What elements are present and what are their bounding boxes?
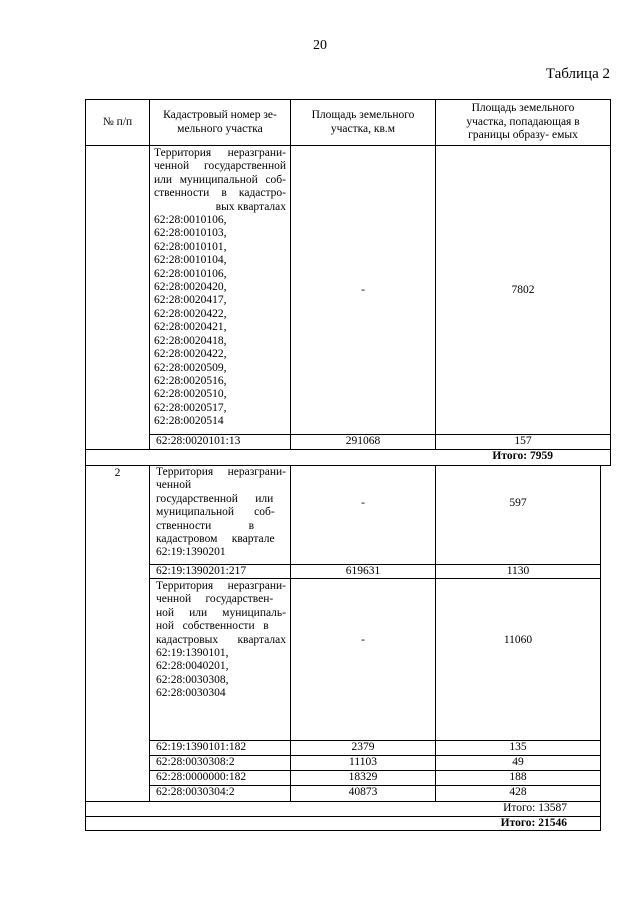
parcel-area: 11103 [349,756,377,768]
territory-area-in: 11060 [503,634,533,646]
parcel-area: 40873 [348,786,378,798]
territory-cell: Территория неразграни- ченной государственной или муниципальной соб- ственности в кадастро- вых кварталах 62:28:0010106, 62:28:0010103, 62:28:0010101, 62:28:0010104, 62:28:0010106, 62:28:0020420, 62:28:0020417, 62:28:0020422, 62:28:0020421, 62:28:0020418, 62:28:0020422, 62:28:0020509, 62:28:0020516, 62:28:0020510, 62:28:0020517, 62:28:0020514 [154,147,286,428]
parcel-area-in: 1130 [506,565,530,577]
territory-area-in: 597 [509,497,527,509]
territory-cell: Территория неразграни- ченной государственной или муниципальной соб- ственности в кадастровом квартале 62:19:1390201 [156,466,286,559]
header-area: Площадь земельного участка, кв.м [311,109,415,135]
parcel-number: 62:28:0000000:182 [156,771,247,783]
header-cadastral: Кадастровый номер зе- мельного участка [163,109,277,135]
parcel-area-in: 135 [509,741,527,753]
page-number: 20 [313,38,327,53]
header-area-in: Площадь земельного участка, попадающая в границы образу- емых [466,102,580,142]
parcel-area-in: 157 [514,435,532,447]
parcel-area-in: 49 [512,756,524,768]
row-number: 2 [114,467,121,479]
parcel-number: 62:28:0020101:13 [156,435,241,447]
parcel-number: 62:28:0030304:2 [156,786,235,798]
parcel-number: 62:28:0030308:2 [156,756,235,768]
parcel-area: 291068 [345,435,381,447]
territory-cell: Территория неразграни- ченной государствен- ной или муниципаль- ной собственности в кадастровых кварталах 62:19:1390101, 62:28:0040201, 62:28:0030308, 62:28:0030304 [156,580,286,700]
group2-total: Итого: 13587 [503,802,567,814]
territory-area: - [361,634,365,646]
parcel-area: 2379 [351,741,375,753]
parcel-number: 62:19:1390101:182 [156,741,247,753]
territory-area: - [361,497,365,509]
table-caption: Таблица 2 [545,66,610,82]
group1-total: Итого: 7959 [492,450,553,462]
territory-area-in: 7802 [511,284,535,296]
parcel-number: 62:19:1390201:217 [156,565,247,577]
parcel-area: 18329 [348,771,378,783]
territory-area: - [361,284,365,296]
parcel-area-in: 188 [509,771,527,783]
parcel-area-in: 428 [509,786,527,798]
parcel-area: 619631 [345,565,381,577]
header-num: № п/п [102,115,133,128]
grand-total: Итого: 21546 [500,817,567,829]
